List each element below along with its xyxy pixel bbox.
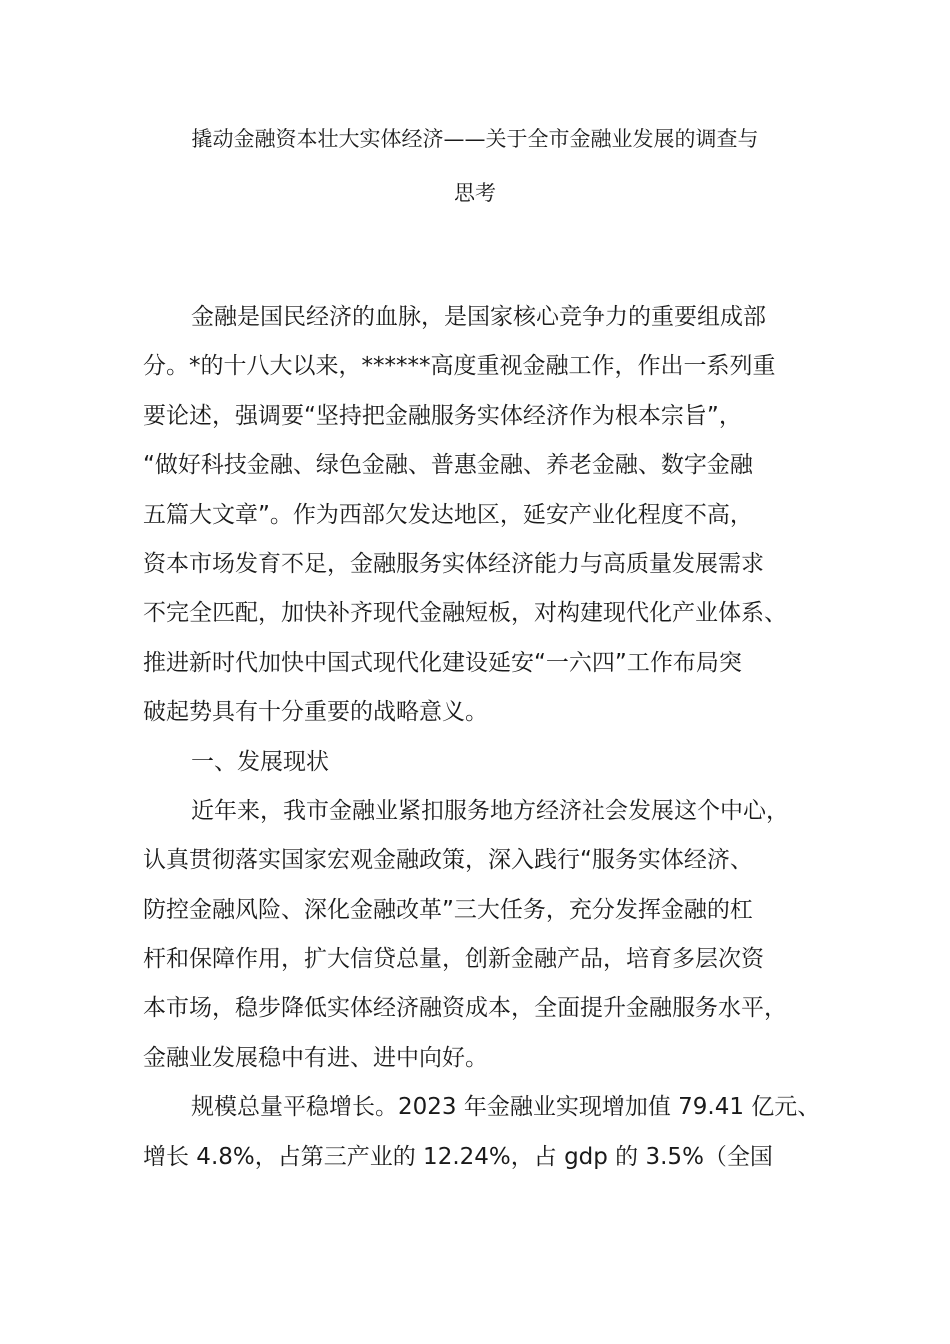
title-line: 撬动金融资本壮大实体经济——关于全市金融业发展的调查与 xyxy=(191,127,759,151)
paragraph-intro-line: 要论述，强调要“坚持把金融服务实体经济作为根本宗旨”， xyxy=(143,402,742,429)
paragraph-intro-line: 资本市场发育不足，金融服务实体经济能力与高质量发展需求 xyxy=(143,550,764,577)
paragraph-status-line: 金融业发展稳中有进、进中向好。 xyxy=(143,1044,488,1071)
paragraph-status-line: 防控金融风险、深化金融改革”三大任务，充分发挥金融的杠 xyxy=(143,896,753,923)
paragraph-intro-line: 不完全匹配，加快补齐现代金融短板，对构建现代化产业体系、 xyxy=(143,600,787,627)
paragraph-status-line: 本市场，稳步降低实体经济融资成本，全面提升金融服务水平， xyxy=(143,995,787,1022)
paragraph-intro-line: 破起势具有十分重要的战略意义。 xyxy=(143,699,488,726)
paragraph-scale-line: 增长 4.8%，占第三产业的 12.24%，占 gdp 的 3.5%（全国 xyxy=(143,1143,773,1170)
paragraph-status-line: 近年来，我市金融业紧扣服务地方经济社会发展这个中心， xyxy=(191,797,789,824)
section-heading: 一、发展现状 xyxy=(191,748,329,775)
paragraph-status-line: 认真贯彻落实国家宏观金融政策，深入践行“服务实体经济、 xyxy=(143,847,753,874)
paragraph-intro-line: “做好科技金融、绿色金融、普惠金融、养老金融、数字金融 xyxy=(143,452,753,479)
title-line: 思考 xyxy=(454,181,496,205)
paragraph-intro-line: 推进新时代加快中国式现代化建设延安“一六四”工作布局突 xyxy=(143,649,742,676)
document-title xyxy=(120,112,830,220)
paragraph-status-line: 杆和保障作用，扩大信贷总量，创新金融产品，培育多层次资 xyxy=(143,946,764,973)
paragraph-intro-line: 分。*的十八大以来，******高度重视金融工作，作出一系列重 xyxy=(143,353,776,380)
paragraph-scale-line: 规模总量平稳增长。2023 年金融业实现增加值 79.41 亿元、 xyxy=(191,1094,821,1121)
paragraph-intro-line: 金融是国民经济的血脉，是国家核心竞争力的重要组成部 xyxy=(191,304,766,330)
paragraph-intro-line: 五篇大文章”。作为西部欠发达地区，延安产业化程度不高， xyxy=(143,501,753,528)
document-body xyxy=(143,293,823,1182)
